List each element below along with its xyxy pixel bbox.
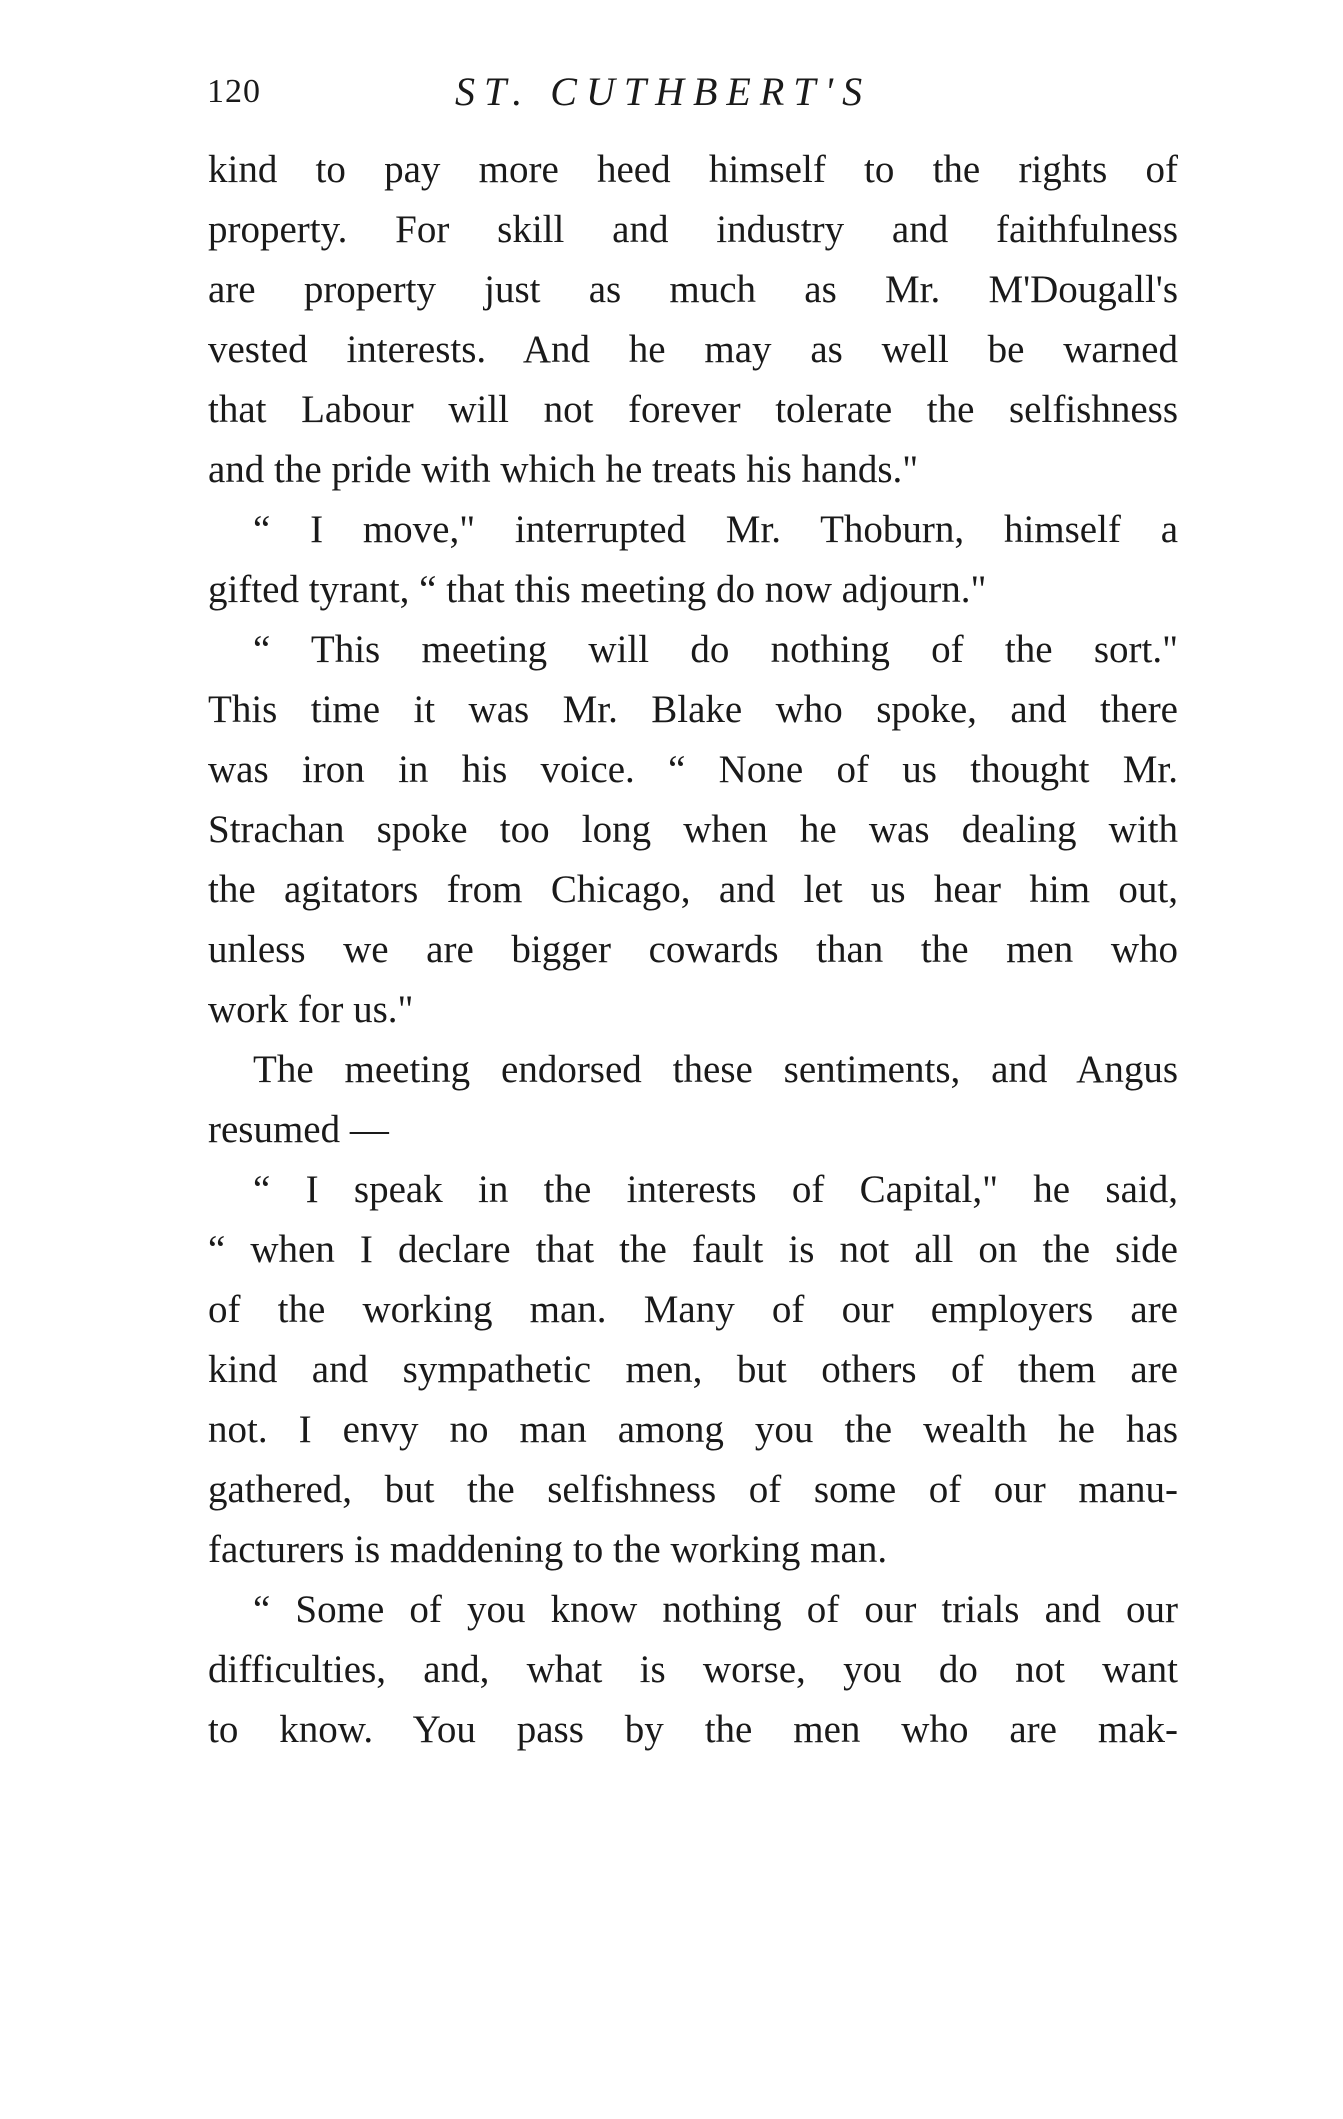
- text-line: unless we are bigger cowards than the men who: [208, 928, 1178, 971]
- text-line: difficulties, and, what is worse, you do not want: [208, 1648, 1178, 1691]
- text-line: facturers is maddening to the working man.: [208, 1528, 888, 1571]
- text-line: that Labour will not forever tolerate the selfishness: [208, 388, 1178, 431]
- text-line: not. I envy no man among you the wealth he has: [208, 1408, 1178, 1451]
- text-line: to know. You pass by the men who are mak-: [208, 1708, 1178, 1751]
- text-line: The meeting endorsed these sentiments, and Angus: [253, 1048, 1178, 1091]
- text-line: resumed —: [208, 1108, 389, 1151]
- text-line: property. For skill and industry and faithfulness: [208, 208, 1178, 251]
- text-line: the agitators from Chicago, and let us hear him out,: [208, 868, 1178, 911]
- text-line: “ This meeting will do nothing of the sort.": [253, 628, 1178, 671]
- text-line: “ I speak in the interests of Capital," he said,: [253, 1168, 1178, 1211]
- text-line: “ I move," interrupted Mr. Thoburn, himself a: [253, 508, 1178, 551]
- text-line: gathered, but the selfishness of some of our manu-: [208, 1468, 1178, 1511]
- text-line: kind to pay more heed himself to the rights of: [208, 148, 1178, 191]
- text-line: and the pride with which he treats his hands.": [208, 448, 919, 491]
- text-line: This time it was Mr. Blake who spoke, and there: [208, 688, 1178, 731]
- text-line: vested interests. And he may as well be warned: [208, 328, 1178, 371]
- running-title: ST. CUTHBERT'S: [455, 69, 872, 114]
- page-header: [0, 62, 1343, 122]
- body-text: [208, 140, 1178, 1760]
- text-line: gifted tyrant, “ that this meeting do now adjourn.": [208, 568, 987, 611]
- text-line: kind and sympathetic men, but others of them are: [208, 1348, 1178, 1391]
- text-line: was iron in his voice. “ None of us thought Mr.: [208, 748, 1178, 791]
- text-line: are property just as much as Mr. M'Dougall's: [208, 268, 1178, 311]
- text-line: of the working man. Many of our employers are: [208, 1288, 1178, 1331]
- page-number: 120: [207, 73, 261, 110]
- text-line: Strachan spoke too long when he was dealing with: [208, 808, 1178, 851]
- text-line: “ Some of you know nothing of our trials and our: [253, 1588, 1178, 1631]
- text-line: “ when I declare that the fault is not all on the side: [208, 1228, 1178, 1271]
- text-line: work for us.": [208, 988, 414, 1031]
